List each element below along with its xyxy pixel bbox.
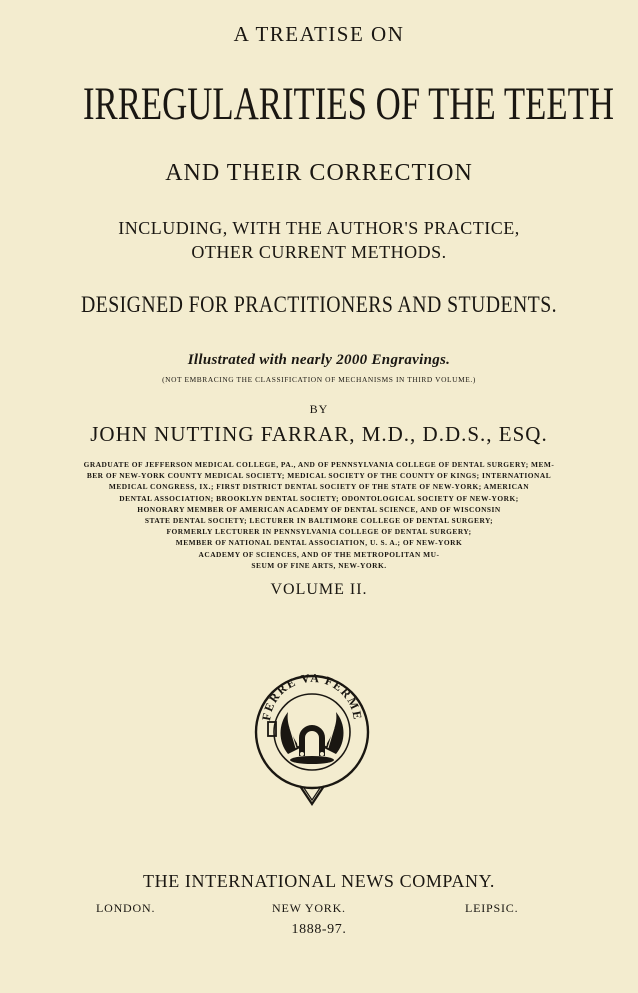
book-subtitle: AND THEIR CORRECTION [165, 160, 473, 186]
credential-line: FORMERLY LECTURER IN PENNSYLVANIA COLLEGE OF DENTAL SURGERY; [166, 527, 472, 537]
city-leipsic: LEIPSIC. [465, 901, 519, 915]
credential-line: ACADEMY OF SCIENCES, AND OF THE METROPOLITAN MU- [198, 549, 440, 559]
author-name: JOHN NUTTING FARRAR, M.D., D.D.S., ESQ. [90, 422, 548, 446]
by-line: BY [309, 402, 329, 416]
publisher-seal-emblem [248, 662, 376, 810]
city-london: LONDON. [96, 901, 156, 915]
volume-label: VOLUME II. [270, 581, 368, 598]
including-line-1: INCLUDING, WITH THE AUTHOR'S PRACTICE, [118, 218, 520, 238]
svg-text:FERRE VA FERME: FERRE VA FERME [259, 670, 365, 722]
including-block [0, 216, 638, 264]
credential-line: MEMBER OF NATIONAL DENTAL ASSOCIATION, U. S. A.; OF NEW-YORK [175, 538, 463, 548]
pretitle: A TREATISE ON [233, 22, 405, 46]
note-line: (NOT EMBRACING THE CLASSIFICATION OF MECHANISMS IN THIRD VOLUME.) [162, 375, 476, 384]
illustrated-line: Illustrated with nearly 2000 Engravings. [187, 352, 451, 368]
city-new-york: NEW YORK. [272, 901, 346, 915]
credential-line: DENTAL ASSOCIATION; BROOKLYN DENTAL SOCIETY; ODONTOLOGICAL SOCIETY OF NEW-YORK; [119, 493, 519, 503]
credential-line: STATE DENTAL SOCIETY; LECTURER IN BALTIMORE COLLEGE OF DENTAL SURGERY; [144, 516, 494, 526]
designed-for: DESIGNED FOR PRACTITIONERS AND STUDENTS. [80, 292, 558, 317]
credential-line: HONORARY MEMBER OF AMERICAN ACADEMY OF DENTAL SCIENCE, AND OF WISCONSIN [137, 504, 501, 514]
credential-line: SEUM OF FINE ARTS, NEW-YORK. [251, 560, 387, 570]
publication-years: 1888-97. [291, 922, 347, 937]
credential-line: BER OF NEW-YORK COUNTY MEDICAL SOCIETY; MEDICAL SOCIETY OF THE COUNTY OF KINGS; INTERNATIONAL [86, 471, 552, 481]
including-line-2: OTHER CURRENT METHODS. [191, 242, 447, 262]
author-credentials [0, 459, 638, 571]
publisher-name: THE INTERNATIONAL NEWS COMPANY. [143, 871, 495, 891]
credential-line: GRADUATE OF JEFFERSON MEDICAL COLLEGE, PA., AND OF PENNSYLVANIA COLLEGE OF DENTAL SURGERY; MEM- [83, 460, 555, 469]
book-title: IRREGULARITIES OF THE TEETH [82, 78, 614, 130]
credential-line: MEDICAL CONGRESS, IX.; FIRST DISTRICT DENTAL SOCIETY OF THE STATE OF NEW-YORK; AMERICAN [108, 482, 530, 492]
